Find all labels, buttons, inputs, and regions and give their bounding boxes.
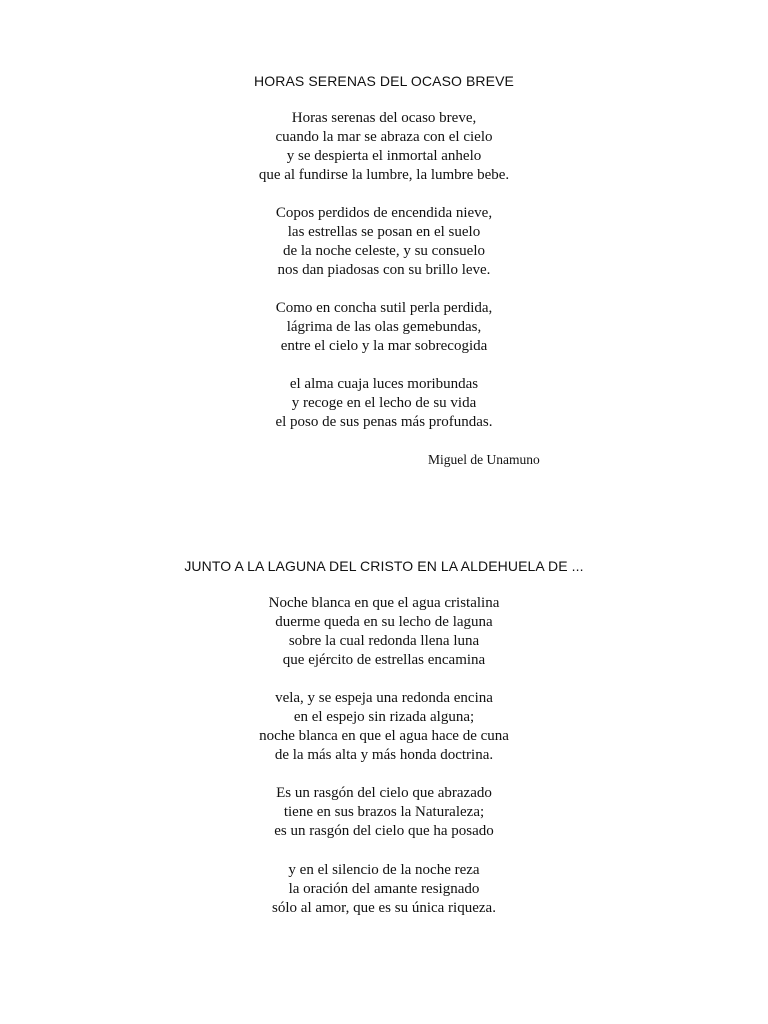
verse-line: Como en concha sutil perla perdida,: [275, 300, 493, 316]
verse-line: de la noche celeste, y su consuelo: [282, 243, 485, 259]
verse-line: de la más alta y más honda doctrina.: [274, 747, 494, 763]
verse-line: el alma cuaja luces moribundas: [289, 376, 479, 392]
verse-line: es un rasgón del cielo que ha posado: [274, 823, 494, 839]
poem-2-stanza-4: [0, 861, 768, 918]
verse-line: y recoge en el lecho de su vida: [291, 395, 477, 411]
verse-line: la oración del amante resignado: [288, 881, 480, 897]
verse-line: y en el silencio de la noche reza: [288, 862, 480, 878]
poem-2-stanza-1: [0, 594, 768, 670]
verse-line: noche blanca en que el agua hace de cuna: [259, 728, 509, 744]
poem-1-stanza-1: [0, 109, 768, 185]
poem-1-stanza-2: [0, 204, 768, 280]
verse-line: y se despierta el inmortal anhelo: [286, 148, 482, 164]
poem-2-stanza-2: [0, 689, 768, 765]
verse-line: lágrima de las olas gemebundas,: [286, 319, 482, 335]
poem-1-stanza-3: [0, 299, 768, 356]
poem-2-stanza-3: [0, 784, 768, 841]
verse-line: vela, y se espeja una redonda encina: [275, 690, 493, 706]
verse-line: nos dan piadosas con su brillo leve.: [277, 262, 491, 278]
verse-line: el poso de sus penas más profundas.: [275, 414, 493, 430]
verse-line: Es un rasgón del cielo que abrazado: [276, 785, 492, 801]
verse-line: Noche blanca en que el agua cristalina: [268, 595, 500, 611]
poem-2-title: JUNTO A LA LAGUNA DEL CRISTO EN LA ALDEHUELA DE ...: [184, 558, 584, 574]
verse-line: entre el cielo y la mar sobrecogida: [280, 338, 488, 354]
verse-line: que al fundirse la lumbre, la lumbre bebe.: [258, 167, 510, 183]
verse-line: que ejército de estrellas encamina: [282, 652, 486, 668]
poem-1-author: Miguel de Unamuno: [428, 452, 540, 467]
poem-1-stanza-4: [0, 375, 768, 432]
verse-line: tiene en sus brazos la Naturaleza;: [283, 804, 485, 820]
verse-line: duerme queda en su lecho de laguna: [275, 614, 493, 630]
verse-line: sobre la cual redonda llena luna: [288, 633, 480, 649]
verse-line: en el espejo sin rizada alguna;: [293, 709, 475, 725]
verse-line: Copos perdidos de encendida nieve,: [275, 205, 493, 221]
poem-1-title: HORAS SERENAS DEL OCASO BREVE: [254, 73, 514, 89]
verse-line: las estrellas se posan en el suelo: [287, 224, 481, 240]
verse-line: cuando la mar se abraza con el cielo: [275, 129, 493, 145]
verse-line: sólo al amor, que es su única riqueza.: [272, 900, 496, 916]
verse-line: Horas serenas del ocaso breve,: [291, 110, 477, 126]
